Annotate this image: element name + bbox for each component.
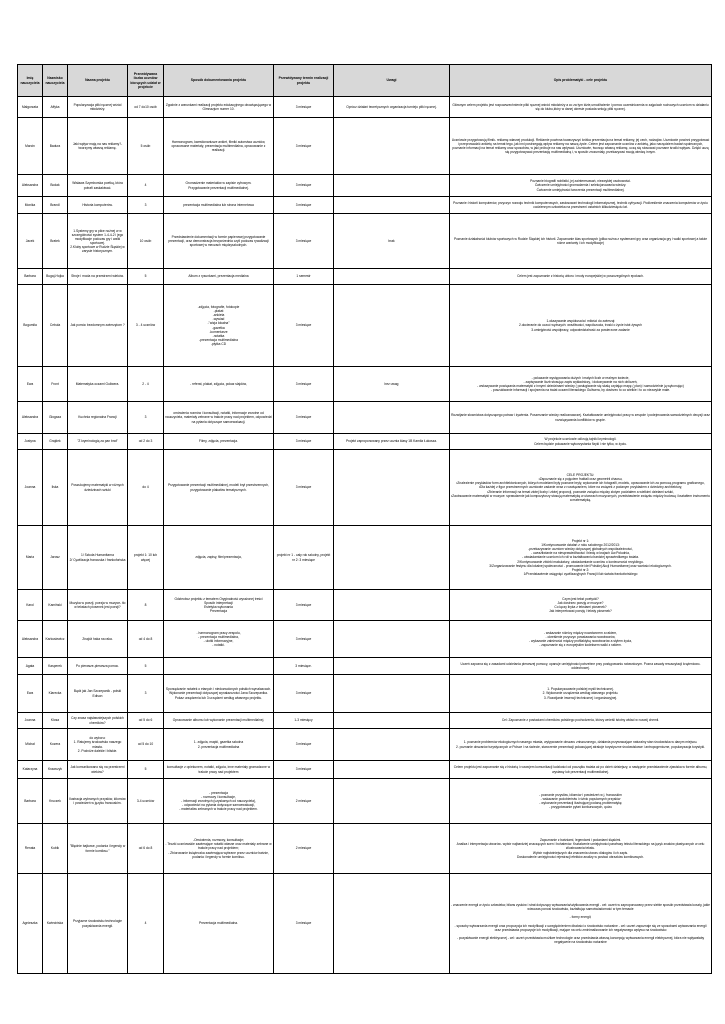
cell-last-name: Grajdek: [43, 434, 68, 450]
cell-documentation: zdjęcia, zapisy, film/prezentacja,: [164, 526, 274, 590]
cell-documentation: Zgodnie z warunkami realizacji projektu edukacyjnego obowiązującego w Gimnazjum numer 10.: [164, 97, 274, 118]
cell-last-name: Kwiecińska: [43, 874, 68, 974]
table-row: [18, 269, 712, 285]
cell-term: 2 miesiące: [274, 779, 334, 824]
cell-project-name: Jak pomóc bezdomnym zwierzętom ?: [68, 285, 128, 367]
table-row: [18, 874, 712, 974]
cell-project-name: Stroje i moda na przestrzeni wieków.: [68, 269, 128, 285]
cell-last-name: Krawczyk: [43, 761, 68, 779]
cell-notes: [334, 175, 450, 197]
table-row: [18, 197, 712, 214]
cell-description: Poznanie biografii noblistki, jej zainteresowań, niezwykłej osobowości. Ćwiczenie umiejętności gromadzenia i selekcjonowania wiedzy. Ćwiczenie umiejętności tworzenia prezentacji multimedialnej.: [450, 175, 712, 197]
cell-term: 3 miesiące: [274, 402, 334, 434]
cell-student-count: od 5 do 6: [128, 713, 164, 729]
cell-description: W projekcie uczniowie odkrują tajniki kryminologii. Celem będzie pokazanie wykorzystania fizyki i nie tylko, w życiu.: [450, 434, 712, 450]
cell-documentation: Filmy, zdjęcia, prezentacja.: [164, 434, 274, 450]
cell-documentation: Harmonogram, kwestionariusze ankiet, filmiki autorstwa uczniów, opracowane materiały, prezentacja multimedialna, opracowanie z realizacji.: [164, 118, 274, 175]
cell-last-name: Kozera: [43, 729, 68, 761]
table-row: [18, 285, 712, 367]
projects-table: [17, 64, 712, 974]
table-row: [18, 779, 712, 824]
header-documentation: Sposób dokumentowania projektu: [164, 65, 274, 97]
cell-first-name: Katarzyna: [18, 761, 43, 779]
cell-student-count: 3-4 uczniów: [128, 779, 164, 824]
cell-description: Poznanie działalności klubów sportowych w Rudzie Śląskiej ich historii. Zapoznanie klas sportowych (piłka nożna z systemami gry oraz organizacja gry i walki sportowej a także różne warianty i ich modyfikacje): [450, 214, 712, 269]
cell-documentation: Przygotowanie prezentacji multimedialnej, modeli brył przestrzennych, przygotowanie plakatów tematycznych.: [164, 450, 274, 526]
cell-project-name: 1/ Szkoła Humanitarna 2/ Cywilizacja francuska i frankofońska: [68, 526, 128, 590]
cell-project-name: Poszukujemy matematyki w różnych dziedzinach sztuki: [68, 450, 128, 526]
cell-documentation: Opracowanie albumu lub wykonanie prezentacji multimedialnej.: [164, 713, 274, 729]
cell-term: 3 miesiące: [274, 118, 334, 175]
cell-first-name: Renata: [18, 824, 43, 874]
header-last-name: Nazwisko nauczyciela: [43, 65, 68, 97]
cell-student-count: 5: [128, 658, 164, 675]
cell-description: Głównym celem projektu jest rozpowszechnienie piłki ręcznej wśród młodzieży a co za tym idzie,umożliwienie i pomoc uczestniczenia w zajęciach ruchowych uczniom w działaniu się do klubu,który w danej okresie posiada sekcję piłki ręcznej.: [450, 97, 712, 118]
cell-last-name: Bugaj-Hojka: [43, 269, 68, 285]
cell-project-name: Muzyka w poezji, poezja w muzyce- tło w tekstach piosenek jest poezji?: [68, 590, 128, 621]
table-row: [18, 824, 712, 874]
table-row: [18, 526, 712, 590]
cell-documentation: - referat, plakat, zdjęcia, pokaz slajdów,: [164, 367, 274, 402]
cell-student-count: 3: [128, 402, 164, 434]
cell-last-name: Jarosz: [43, 526, 68, 590]
cell-notes: brak: [334, 214, 450, 269]
cell-description: Uczeń zapozna się z zasadami udzielania pierwszej pomocy, opanuje umiejętności potrzebne przy postępowaniu ratowniczym. Pozna zasady resuscytacji krążeniowo- oddechowej.: [450, 658, 712, 675]
cell-term: 3 miesiące: [274, 285, 334, 367]
cell-term: 1-3 miesięcy: [274, 713, 334, 729]
cell-term: 3 miesiące: [274, 675, 334, 713]
cell-student-count: od 7 do10 osób: [128, 97, 164, 118]
cell-project-name: Czy znasz najsławniejszych polskich chemików?: [68, 713, 128, 729]
cell-term: 3 miesiące: [274, 621, 334, 658]
cell-documentation: konsultacje z opiekunem, notatki, zdjęcia, inne materiały gromadzone w trakcie pracy nad projektem: [164, 761, 274, 779]
cell-notes: Projekt zaproponowany przez ucznia klasy 1B Kamila Łukosza.: [334, 434, 450, 450]
cell-term: 3 miesiące: [274, 874, 334, 974]
cell-documentation: Prezentacja multimedialna.: [164, 874, 274, 974]
cell-student-count: 3: [128, 197, 164, 214]
cell-documentation: -Omówienia, rozmowy, konsultacje; - Teczki uczniowskie zawierające notatki własne oraz materiały zebrane w trakcie pracy nad projektem; - Zbiorowanie książeczka zawierająca wybrane przez uczniów baśnie, podania i legendy w formie komiksu.: [164, 824, 274, 874]
cell-project-name: do wyboru: 1. Ratujemy środowisko naszego miasta. 2. Podróże dalekie i bliskie.: [68, 729, 128, 761]
cell-student-count: 5: [128, 761, 164, 779]
table-row: [18, 214, 712, 269]
cell-student-count: od 2 do 3: [128, 434, 164, 450]
cell-last-name: Bodak: [43, 175, 68, 197]
cell-first-name: Marcin: [18, 118, 43, 175]
cell-notes: [334, 402, 450, 434]
cell-first-name: Ewa: [18, 367, 43, 402]
cell-first-name: Monika: [18, 197, 43, 214]
cell-project-name: Jaki wpływ mają na nas reklamy?- tworzymy własną reklamę.: [68, 118, 128, 175]
cell-first-name: Małgorzata: [18, 97, 43, 118]
cell-notes: [334, 729, 450, 761]
cell-notes: [334, 197, 450, 214]
cell-description: Rozwijanie słownictwa dotyczącego potraw i żywienia. Poszerzanie wiedzy realioznawczej. Kształtowanie umiejętności pracy w zespole i podejmowania samodzielnych decyzji oraz rozwiązywania konfliktów w grupie.: [450, 402, 712, 434]
cell-last-name: Kruczek: [43, 779, 68, 824]
table-row: [18, 761, 712, 779]
cell-project-name: Jak komunikowano się na przestrzeni wieków?: [68, 761, 128, 779]
cell-term: 3 miesiące: [274, 214, 334, 269]
cell-documentation: Gromadzenie materiałów w zapisie cyfrowym. Przygotowanie prezentacji multimedialnej.: [164, 175, 274, 197]
cell-student-count: 3 - 4 uczniów: [128, 285, 164, 367]
cell-description: Poznanie: historii komputerów, przyczyn rozwoju technik komputerowych, zastosowań technologii informatycznej, technik cyfryzacji. Podkreślenie znaczenia komputerów w życiu codziennym człowieka na przestrzeni ostatnich kilkudziesięciu lat.: [450, 197, 712, 214]
header-row: [18, 65, 712, 97]
cell-notes: [334, 874, 450, 974]
cell-documentation: Album z rysunkami, prezentacja medialna: [164, 269, 274, 285]
cell-first-name: Barbara: [18, 269, 43, 285]
cell-description: 1.okazywanie współczucia i miłości do zwierząt 2.docieranie do uczuć wyższych: wrażliwości, współczucia, troski o życie istot żywych 3.umiejętność współpracy, odpowiedzialność za powierzone zadanie: [450, 285, 712, 367]
header-description: Opis problematyki - cele projektu: [450, 65, 712, 97]
cell-student-count: 5: [128, 269, 164, 285]
cell-student-count: 5 osób: [128, 118, 164, 175]
cell-notes: Oprócz działań teoretycznych organizacja turnieju piłki ręcznej.: [334, 97, 450, 118]
cell-description: - pokazanie występowania dużych i małych liczb w realnym świecie, - zapisywanie liczb stosując zapis wykładniczy, i dokonywanie na nich obliczeń, - wskazywanie powiązania matematyki z innymi dziedzinami wiedzy ( posługiwanie się skalą czytając mapę ( plan) i samodzielnie ją wykonując) - poszukiwanie informacji i spojrzenia na świat oczami literackiego Guliwera, by dostrzec to co wielkie i to co niezwykle małe.: [450, 367, 712, 402]
cell-notes: [334, 761, 450, 779]
cell-student-count: projekt 1: 10 lub więcej: [128, 526, 164, 590]
cell-project-name: Bądź jak Jan Szczepanik - polski Edison: [68, 675, 128, 713]
cell-term: 3 miesiące: [274, 97, 334, 118]
cell-student-count: 10 osób: [128, 214, 164, 269]
table-row: [18, 175, 712, 197]
cell-term: 3 miesiące.: [274, 658, 334, 675]
table-row: [18, 450, 712, 526]
cell-first-name: Jacek: [18, 214, 43, 269]
cell-first-name: Maria: [18, 526, 43, 590]
cell-documentation: -zdjęcia, fotografie, fotokopie -plakat -ankieta -wywiad -"wizja lokalna" -gazetka -komentarze -notatka -prezentacja multimedialna -płytka CD: [164, 285, 274, 367]
cell-term: 1 semestr: [274, 269, 334, 285]
table-row: [18, 675, 712, 713]
cell-term: 3 miesiące: [274, 590, 334, 621]
table-row: [18, 729, 712, 761]
cell-project-name: Znajdź haka na raka.: [68, 621, 128, 658]
header-term: Przewidywany termin realizacji projektu: [274, 65, 334, 97]
cell-documentation: 1. zdjęcia, mapki, gazetka szkolna 2. prezentacja multimedialna: [164, 729, 274, 761]
cell-student-count: 2 - 4: [128, 367, 164, 402]
cell-notes: [334, 450, 450, 526]
cell-term: 3 miesiące: [274, 175, 334, 197]
cell-documentation: Gdzieobcz projektu z tematem Oryginalność wyrażonej treści Sposób interpretacji Estetyka wykonania Prezentacja: [164, 590, 274, 621]
cell-documentation: Sporządzanie notatek o etanych i niedozwolonych polskich wynalazcach. Wykonanie prezentacji dotyczącej wynalazczości Jana Szczepanika. Pokaz urządzenia lub 3 urządzeń według własnego projektu.: [164, 675, 274, 713]
cell-description: Zapoznanie z baśniami, legendami i podaniami śląskimi. Analiza i interpretacja utworów- wybór najbardziej znaczących scen i bohaterów. Kształcenie umiejętności parafrazy tekstu literackiego na język znaków plastycznych w celu zilustrowania tekstu. Wybór najistotniejszych dla znaczenia utworu dialogów i ich zapis. Doskonalenie umiejętności rejestracji efektów analizy w postaci obrazków komiksowych.: [450, 824, 712, 874]
cell-term: 3 miesiące: [274, 367, 334, 402]
cell-notes: [334, 590, 450, 621]
cell-project-name: Po pierwsze-pierwsza pomoc.: [68, 658, 128, 675]
table-row: [18, 434, 712, 450]
cell-notes: [334, 526, 450, 590]
cell-project-name: Wisława Szymborska poetką, która potrafi zaskakiwać.: [68, 175, 128, 197]
cell-student-count: 8: [128, 590, 164, 621]
cell-project-name: Matematyka oczami Guliwera.: [68, 367, 128, 402]
cell-first-name: Aleksandra: [18, 402, 43, 434]
cell-description: 1. poznanie problemów ekologicznych naszego miasta, wytypowanie obszaru zniszczonego, działania przywracające naturalny stan środowiska w danym miejscu. 2. poznanie obszarów turystycznych w Polsce i na świecie, stworzenie prezentacji pokazującej atrakcje turystyczne środowiskowe i antropogeniczne, popularyzacja turystyki.: [450, 729, 712, 761]
cell-first-name: Justyna: [18, 434, 43, 450]
cell-documentation: omówienia rozmów i konsultacji, notatki, informacje zwrotne od nauczyciela, materiały zebrane w trakcie pracy nad projektem, odpowiedzi na pytania dotyczące samoewaluacji,: [164, 402, 274, 434]
cell-student-count: od 5 do 10: [128, 729, 164, 761]
cell-notes: [334, 675, 450, 713]
cell-notes: [334, 285, 450, 367]
header-project-name: Nazwa projektu: [68, 65, 128, 97]
cell-first-name: Barbara: [18, 779, 43, 824]
cell-last-name: Cebula: [43, 285, 68, 367]
cell-description: - poznanie przysłów, idiomów i powiedzeń w j. francuskim - wskazanie podobieństw i różnic popularnych przysłów - wykonanie prezentacji ilustrującej podaną problematykę - przygotowanie pytań konkursowych, quizu: [450, 779, 712, 824]
cell-notes: [334, 269, 450, 285]
cell-term: 3 miesiące: [274, 450, 334, 526]
cell-last-name: Karkusiewicz: [43, 621, 68, 658]
cell-term: 3 miesiące: [274, 197, 334, 214]
table-row: [18, 658, 712, 675]
cell-last-name: Kamiński: [43, 590, 68, 621]
cell-last-name: Klarecka: [43, 675, 68, 713]
cell-documentation: Przedstawienie dokumentacji w formie papierowej przygotowanie prezentacji, oraz demonstracja bezpośrednia czyli podczas rywalizacji sportowej w meczach międzyszkolnych.: [164, 214, 274, 269]
cell-last-name: Kubik: [43, 824, 68, 874]
table-row: [18, 402, 712, 434]
cell-last-name: Kasperek: [43, 658, 68, 675]
cell-project-name: "Z kryminologią za pan brat": [68, 434, 128, 450]
table-row: [18, 621, 712, 658]
cell-documentation: - prezentacja - rozmowy i konsultacje, - informacji zwrotnych (uzyskanych od nauczyciela), - odpowiedzi na pytania dotyczące samoewaluacji, - materiałów zebranych w trakcie pracy nad projektem.: [164, 779, 274, 824]
cell-notes: [334, 713, 450, 729]
cell-description: Celem projektu jest zapoznanie się z historią i rozwojem komunikacji ludzkości od początku świata aż po dzień dzisiejszy, a następnie przedstawienie zjawiska w formie albumu, wystawy lub prezentacji multimedialnej.: [450, 761, 712, 779]
cell-last-name: Badura: [43, 118, 68, 175]
cell-term: projekt nr 1 - cały rok szkolny, projekt nr 2: 3 miesiące: [274, 526, 334, 590]
cell-first-name: Bogumiła: [18, 285, 43, 367]
cell-student-count: od 4 do 8: [128, 621, 164, 658]
cell-documentation: prezentacja multimedialna lub strona internetowa: [164, 197, 274, 214]
cell-student-count: 4: [128, 874, 164, 974]
cell-description: Czym jest tekst poetycki? Jak dostrzec poezję w muzyce? Co łączy liryka z tekstami piosenek? Jak interpretować poezję i teksty piosenek?: [450, 590, 712, 621]
cell-project-name: 1.Systemy gry w piłce nożnej w w szczególności system 1-4-4-2 i jego modyfikacje podczas gry i walki sportowej. 2.Kluby sportowe w Rudzie Śląskiej w zarysie historycznym.: [68, 214, 128, 269]
cell-student-count: 4: [128, 175, 164, 197]
cell-student-count: do 4: [128, 450, 164, 526]
cell-project-name: Przyjazne środowisku technologie pozyskiwania energii.: [68, 874, 128, 974]
cell-notes: [334, 779, 450, 824]
cell-first-name: Agata: [18, 658, 43, 675]
cell-notes: bez uwag: [334, 367, 450, 402]
document-page: [17, 64, 711, 974]
cell-description: - wskazanie różnicy między nowotworem a rakiem, - określenie przyczyn powstawania nowotworów, - wykazanie zależności między profilaktyką nowotworów a stylem życia, - zapoznanie się z europejskim kodeksem walki z rakiem.: [450, 621, 712, 658]
cell-term: 3 miesiące: [274, 729, 334, 761]
cell-first-name: Karol: [18, 590, 43, 621]
cell-last-name: Brandl: [43, 197, 68, 214]
cell-first-name: Aleksandra: [18, 621, 43, 658]
cell-first-name: Agnieszka: [18, 874, 43, 974]
cell-first-name: Ewa: [18, 675, 43, 713]
cell-project-name: Kuchnia regionalna Francji: [68, 402, 128, 434]
cell-term: 3 miesiące: [274, 761, 334, 779]
cell-documentation: - harmonogram pracy zespołu, - prezentacja multimedialna, - ulotki informacyjne, - notatki.: [164, 621, 274, 658]
cell-description: 1. Popularyzowanie polskiej myśli technicznej. 2. Wykonanie urządzenia według własnego projektu. 3. Rozwijanie inwencji technicznej i organizacyjnej.: [450, 675, 712, 713]
cell-last-name: Głogaza: [43, 402, 68, 434]
table-row: [18, 590, 712, 621]
cell-project-name: Historia komputerów.: [68, 197, 128, 214]
cell-first-name: Joanna: [18, 713, 43, 729]
cell-description: Celem jest zapoznanie z historią ubioru i mody europejskiej w poszczególnych epokach.: [450, 269, 712, 285]
cell-student-count: 3: [128, 675, 164, 713]
cell-description: - znaczenie energii w życiu człowieka; bilans zysków i strat dotyczący wytwarzania/użytkowania energii - cel: uczeń w zaproponowany przez siebie sposób przedstawia koszty, jakie wówczas ponosi środowisko, kształtując samoświadomość w tym temacie - formy energii; - sposoby wytwarzania energii oraz propozycja ich modyfikacji z uwzględnieniem dbałości o środowisko naturalne - cel: uczeń zapoznaje się ze sposobami wytwarzania energii oraz przedstawia propozycje ich modyfikacji, mające na celu zminimalizowanie ich negatywnego wpływu na środowisko - pozyskiwanie energii elektrycznej - cel: uczeń przedstawia możliwe technologie oraz przedstawia własną koncepcję wytwarzania energii elektrycznej, która nie wpływałaby negatywnie na środowisko naturalne: [450, 874, 712, 974]
cell-term: 3 miesiące: [274, 434, 334, 450]
cell-last-name: Affyka: [43, 97, 68, 118]
cell-notes: [334, 118, 450, 175]
cell-description: CELE PROJEKTU: •Zapoznanie się z pojęciem fraktali oraz geometrii chaosu, •Znalezienie przykładów form architektonicznych, których modelami były poznane bryły, wykonanie ich fotografii, modelu, opracowanie ich za pomocą programu graficznego, •Dla każdej z figur przestrzennych uczniowie zadanie wraz z rozwiązaniem, które na związek z podanym przykładem z dziedziny architektury, •Zbieranie informacji na temat złotej liczby i złotej proporcji, poznanie związku między złotym podziałem a wielkimi dziełami sztuki, •Zaobsowanie matematyki w muzyce: sprawdzenie jak kompozytorzy stosują matematykę w utworach muzycznych, przedstawienie związku między budową i kształtem instrumentu a matematyką.: [450, 450, 712, 526]
cell-last-name: Klosa: [43, 713, 68, 729]
cell-documentation: [164, 658, 274, 675]
cell-first-name: Aleksandra: [18, 175, 43, 197]
cell-term: 2 miesiące: [274, 824, 334, 874]
cell-first-name: Michał: [18, 729, 43, 761]
cell-description: Projekt nr 1: 1/Kontynuowanie działań z roku szkolnego 2012/2013: -przekazywanie uczniom wiedzy dotyczącej globalnych współzależności, - uwrażliwianie na niesprawiedliwości i biedę w krajach Uw.Południa, - uświadamianie uczniom ich roli w kształtowaniu bardziej sprawiedliwego świata. 2/Kontynuowanie zbiórki makulatury, uświadamianie uczniów o konieczności recyklingu. 3/Zorganizowanie festynu dla lokalnej społeczności - promowanie idei Polskiej Akcji Humanitarnej oraz wartości ekologicznych. Projekt nr 2: 1/Przedstawienie osiągnięć cywilizacyjnych Francji i/lub świata frankofońskiego: [450, 526, 712, 590]
cell-description: Cel: Zapoznanie z postaciami chemików polskiego pochodzenia, którzy wnieśli istotny wkład w rozwój chemii.: [450, 713, 712, 729]
cell-last-name: Front: [43, 367, 68, 402]
cell-last-name: Ilska: [43, 450, 68, 526]
cell-student-count: od 6 do 8: [128, 824, 164, 874]
table-row: [18, 367, 712, 402]
cell-description: Uczniowie przygotowują filmik- reklamę własnej produkcji. Reklamie powinna towarzyszyć krótka prezentacja na temat reklamy, jej cech, rodzajów. Uczniowie powinni przygotować i przeprowadzić ankietę na temat tego, jak inni postrzegają wpływ reklamy na naszą życie. Celem jest zapoznanie uczniów z ankietą, jako narzędziem badań społecznych, poznanie informacji na temat reklamy oraz sposobów, w jaki próbuje na nas wpływać. Uczniowie, tworząc własną reklamę, uczą się stosować poznane środki wpływu. Dzięki uczą się przygotowywać prezentację multimedialną i, w sposób zrozumiały, przekazywać swoją wiedzę innym.: [450, 118, 712, 175]
table-row: [18, 118, 712, 175]
cell-project-name: "Błędnie bajkowe, podania i legendy w formie komiksu.": [68, 824, 128, 874]
cell-first-name: Joanna: [18, 450, 43, 526]
cell-last-name: Bratek: [43, 214, 68, 269]
table-row: [18, 713, 712, 729]
cell-notes: [334, 658, 450, 675]
cell-project-name: Popularyzacja piłki ręcznej wśród młodzieży.: [68, 97, 128, 118]
cell-notes: [334, 824, 450, 874]
header-student-count: Przewidywana liczba uczniów biorących udział w projekcie: [128, 65, 164, 97]
cell-notes: [334, 621, 450, 658]
cell-project-name: Ilustracja wybranych przysłów, idiomów i powiedzeń w języku francuskim.: [68, 779, 128, 824]
header-notes: Uwagi: [334, 65, 450, 97]
table-row: [18, 97, 712, 118]
header-first-name: Imię nauczyciela: [18, 65, 43, 97]
